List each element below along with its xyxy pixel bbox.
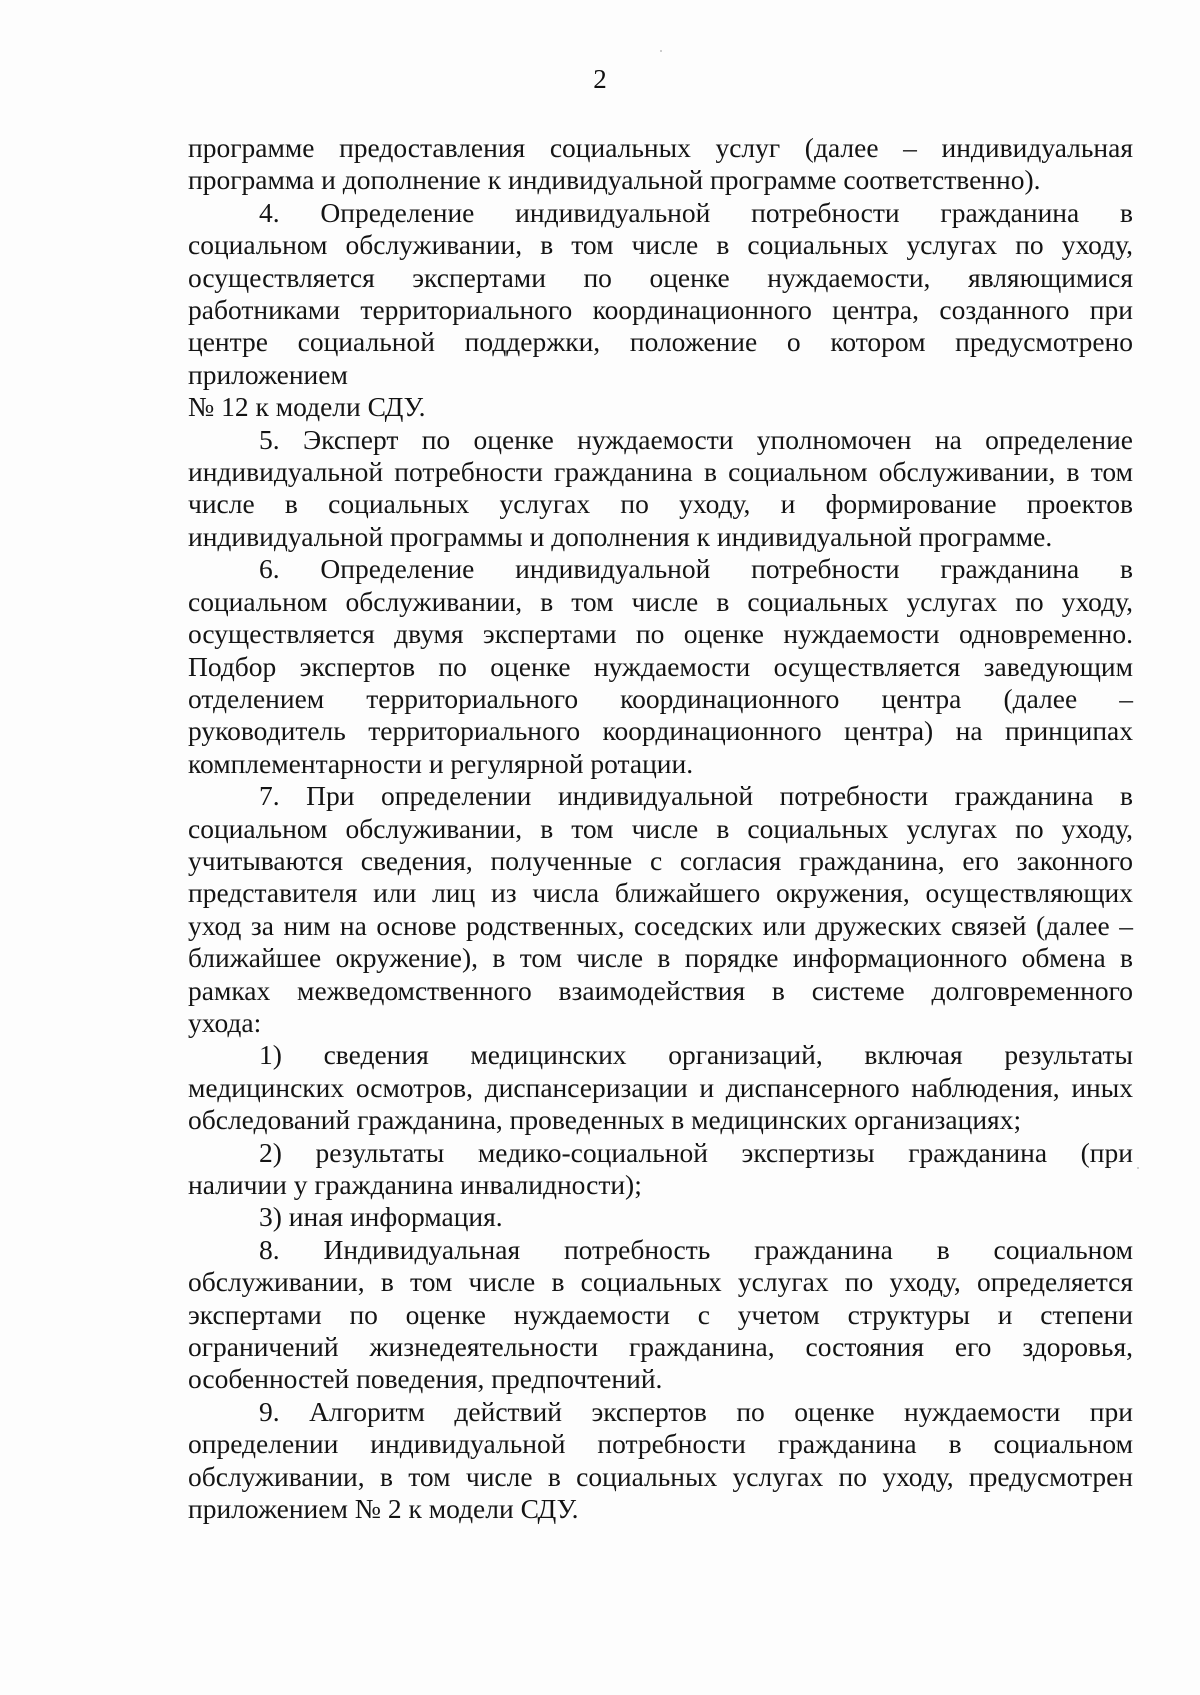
paragraph: [188, 197, 1133, 424]
text-line: работниками территориального координационного центра, созданного при: [188, 294, 1133, 326]
text-line: социальном обслуживании, в том числе в социальных услугах по уходу,: [188, 585, 1133, 617]
text-line: программе предоставления социальных услуг (далее – индивидуальная: [188, 132, 1133, 163]
text-line: центре социальной поддержки, положение о котором предусмотрено: [188, 326, 1133, 358]
paragraph: [188, 1039, 1133, 1136]
text-line: 3) иная информация.: [259, 1201, 503, 1233]
text-line: 9. Алгоритм действий экспертов по оценке нуждаемости при: [259, 1395, 1133, 1427]
text-line: определении индивидуальной потребности гражданина в социальном: [188, 1428, 1133, 1460]
paragraph: [188, 1201, 1133, 1233]
text-line: 5. Эксперт по оценке нуждаемости уполномочен на определение: [259, 423, 1133, 455]
paragraph: [188, 1396, 1133, 1526]
page-number: 2: [593, 64, 607, 94]
text-line: обслуживании, в том числе в социальных услугах по уходу, предусмотрен: [188, 1460, 1133, 1492]
text-line: приложением № 2 к модели СДУ.: [188, 1493, 579, 1525]
text-line: 4. Определение индивидуальной потребности гражданина в: [259, 196, 1133, 228]
text-line: 6. Определение индивидуальной потребности гражданина в: [259, 553, 1133, 585]
paragraph: [188, 780, 1133, 1039]
text-line: особенностей поведения, предпочтений.: [188, 1363, 663, 1395]
text-line: рамках межведомственного взаимодействия в системе долговременного: [188, 974, 1133, 1006]
paragraph: [188, 553, 1133, 780]
paragraph: [188, 424, 1133, 554]
text-line: ограничений жизнедеятельности гражданина, состояния его здоровья,: [188, 1331, 1133, 1363]
text-line: 8. Индивидуальная потребность гражданина в социальном: [259, 1233, 1133, 1265]
text-line: 1) сведения медицинских организаций, включая результаты: [259, 1039, 1133, 1071]
text-line: ближайшее окружение), в том числе в порядке информационного обмена в: [188, 942, 1133, 974]
text-line: учитываются сведения, полученные с согласия гражданина, его законного: [188, 844, 1133, 876]
text-line: медицинских осмотров, диспансеризации и диспансерного наблюдения, иных: [188, 1071, 1133, 1103]
text-line: числе в социальных услугах по уходу, и формирование проектов: [188, 488, 1133, 520]
text-line: уход за ним на основе родственных, соседских или дружеских связей (далее –: [188, 909, 1133, 941]
text-line: ухода:: [188, 1006, 262, 1038]
text-line: руководитель территориального координационного центра) на принципах: [188, 715, 1133, 747]
text-line: обследований гражданина, проведенных в медицинских организациях;: [188, 1104, 1022, 1136]
paragraph: [188, 132, 1133, 197]
text-line: 7. При определении индивидуальной потребности гражданина в: [259, 780, 1133, 812]
text-line: 2) результаты медико-социальной экспертизы гражданина (при: [259, 1136, 1133, 1168]
text-line: социальном обслуживании, в том числе в социальных услугах по уходу,: [188, 812, 1133, 844]
text-line: комплементарности и регулярной ротации.: [188, 747, 694, 779]
text-line: представителя или лиц из числа ближайшего окружения, осуществляющих: [188, 877, 1133, 909]
text-line: обслуживании, в том числе в социальных услугах по уходу, определяется: [188, 1266, 1133, 1298]
text-line: Подбор экспертов по оценке нуждаемости осуществляется заведующим: [188, 650, 1133, 682]
text-line: социальном обслуживании, в том числе в социальных услугах по уходу,: [188, 229, 1133, 261]
text-line: № 12 к модели СДУ.: [188, 391, 426, 423]
text-line: программа и дополнение к индивидуальной программе соответственно).: [188, 164, 1041, 196]
text-line: приложением: [188, 358, 348, 390]
paragraph: [188, 1137, 1133, 1202]
text-line: осуществляется двумя экспертами по оценке нуждаемости одновременно.: [188, 618, 1133, 650]
text-line: индивидуальной программы и дополнения к индивидуальной программе.: [188, 520, 1053, 552]
text-line: осуществляется экспертами по оценке нуждаемости, являющимися: [188, 261, 1133, 293]
text-line: отделением территориального координационного центра (далее –: [188, 682, 1133, 714]
paragraph: [188, 1234, 1133, 1396]
scan-speck: [1137, 1167, 1139, 1169]
text-line: экспертами по оценке нуждаемости с учетом структуры и степени: [188, 1298, 1133, 1330]
text-line: индивидуальной потребности гражданина в социальном обслуживании, в том: [188, 456, 1133, 488]
text-line: наличии у гражданина инвалидности);: [188, 1169, 642, 1200]
document-body: [188, 132, 1133, 1525]
scan-speck: [660, 50, 662, 52]
